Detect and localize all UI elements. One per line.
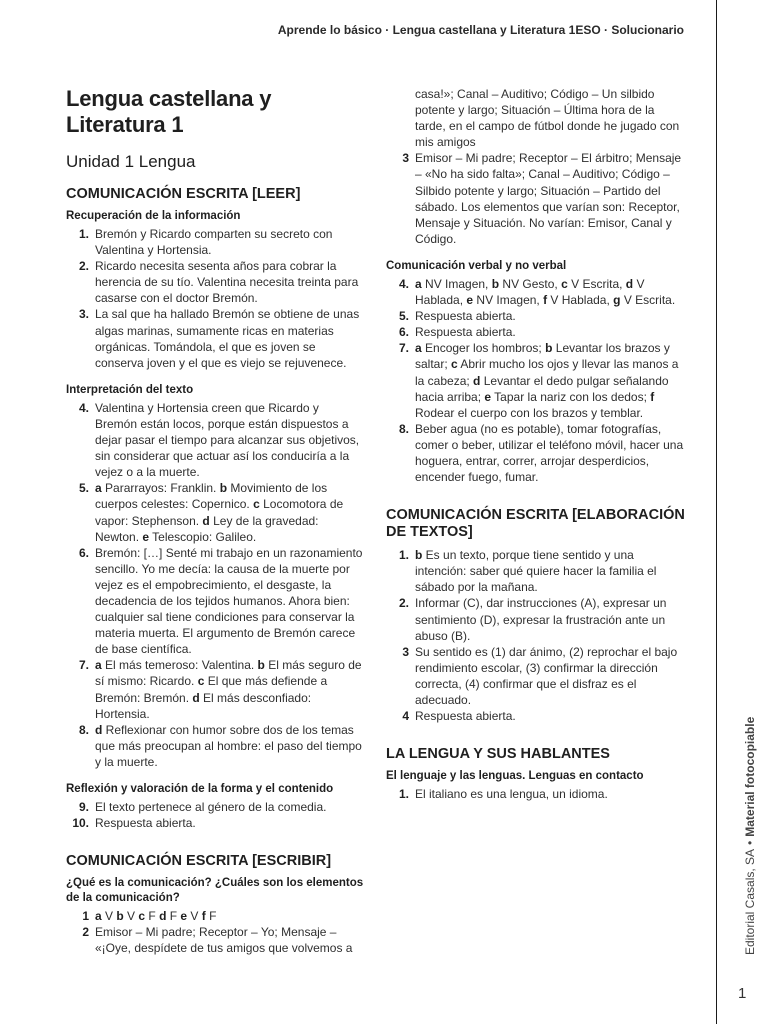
answer-item — [66, 924, 364, 956]
item-text: Su sentido es (1) dar ánimo, (2) reprochar el bajo rendimiento escolar, (3) confirmar la dirección correcta, (4) confirmar que el disfraz es el adecuado. — [415, 644, 678, 707]
option-text: Reflexionar con humor sobre dos de los temas que más preocupan al hombre: el paso del tiempo y la muerte. — [95, 722, 362, 769]
section-heading-escribir: COMUNICACIÓN ESCRITA [ESCRIBIR] — [66, 853, 332, 870]
item-text: Bremón y Ricardo comparten su secreto con Valentina y Hortensia. — [95, 227, 333, 258]
section-heading-hablantes: LA LENGUA Y SUS HABLANTES — [386, 746, 610, 763]
answer-item — [386, 276, 686, 308]
item-text: El texto pertenece al género de la comedia. — [95, 800, 327, 814]
option-letter: f — [650, 389, 655, 404]
option-letter: a — [95, 481, 102, 496]
item-number: 8. — [78, 722, 89, 737]
left-column — [66, 84, 364, 956]
section-heading-elaboracion: COMUNICACIÓN ESCRITA [ELABORACIÓN DE TEXTOS] — [386, 507, 685, 541]
option-letter: e — [142, 529, 150, 544]
option-letter: a — [95, 658, 102, 673]
option-letter: a — [95, 909, 102, 924]
option-letter: d — [192, 690, 200, 705]
caption-bullet: • — [743, 840, 757, 845]
option-letter: e — [484, 389, 492, 404]
item-number: 8. — [398, 421, 409, 436]
option-letter: f — [201, 909, 206, 924]
item-number: 3 — [402, 644, 409, 659]
answer-item — [66, 815, 364, 831]
answer-item — [66, 908, 364, 924]
answer-item — [386, 324, 686, 340]
item-text: Respuesta abierta. — [415, 325, 516, 340]
option-text: El que más defiende a Bremón: Bremón. — [95, 674, 328, 705]
item-number: 7. — [78, 658, 89, 673]
item-number: 2. — [398, 596, 409, 611]
item-number: 5. — [78, 481, 89, 496]
option-text: F — [166, 909, 181, 924]
item-text: Emisor – Mi padre; Receptor – Yo; Mensaje – «¡Oye, despídete de tus amigos que volvemos a — [95, 925, 353, 956]
option-letter: b — [116, 909, 124, 924]
item-text: Respuesta abierta. — [415, 709, 516, 724]
item-text: Valentina y Hortensia creen que Ricardo y Bremón están locos, porque están dispuestos a dejar pasar el tiempo para alcanzar sus objetivos, sin considerar que actuar así los conduciría a la vejez o a la muerte. — [95, 400, 360, 480]
answer-item — [66, 480, 364, 544]
item-text — [415, 276, 686, 308]
option-letter: e — [180, 909, 188, 924]
item-text: Respuesta abierta. — [415, 309, 516, 324]
option-text: Locomotora de vapor: Stephenson. — [95, 497, 344, 528]
item-text — [415, 340, 686, 420]
answer-item — [386, 340, 686, 420]
item-number: 1. — [398, 787, 409, 802]
option-letter: d — [202, 513, 210, 528]
option-letter: c — [197, 674, 205, 689]
continued-text: casa!»; Canal – Auditivo; Código – Un silbido potente y largo; Situación – Última hora de la tarde, en el campo de fútbol donde he jugado con mis amigos — [415, 87, 680, 150]
option-text: Encoger los hombros; — [421, 341, 546, 356]
item-text: Beber agua (no es potable), tomar fotografías, comer o beber, utilizar el teléfono móvil, hacer una hoguera, entrar, correr, arrojar desperdicios, encender fuego, fumar. — [415, 421, 684, 485]
unit-title: Unidad 1 Lengua — [66, 152, 196, 171]
option-text: NV Imagen, — [473, 293, 544, 308]
material-label: Material fotocopiable — [743, 716, 757, 837]
option-letter: a — [415, 276, 422, 291]
item-text — [95, 657, 364, 721]
answer-item — [386, 547, 686, 595]
item-text — [95, 480, 364, 544]
subheading-reflexion: Reflexión y valoración de la forma y el contenido — [66, 783, 334, 795]
option-letter: a — [415, 341, 422, 356]
option-text: Telescopio: Galileo. — [149, 529, 257, 544]
option-text: El más desconfiado: Hortensia. — [95, 690, 312, 721]
item-number: 1 — [82, 909, 89, 924]
option-letter: b — [545, 341, 553, 356]
running-header: Aprende lo básico · Lengua castellana y Literatura 1ESO · Solucionario — [277, 23, 684, 37]
option-text: Tapar la nariz con los dedos; — [491, 389, 651, 404]
option-text: Ley de la gravedad: Newton. — [95, 513, 319, 544]
option-text: Levantar los brazos y saltar; — [415, 341, 670, 372]
item-number: 5. — [398, 309, 409, 324]
answer-item — [66, 258, 364, 306]
answer-item — [386, 421, 686, 485]
answer-item — [386, 786, 686, 802]
item-number: 6. — [78, 545, 89, 560]
item-number: 6. — [398, 325, 409, 340]
option-letter: g — [613, 293, 621, 308]
option-text: NV Gesto, — [499, 276, 562, 291]
option-text: El más temeroso: Valentina. — [101, 658, 258, 673]
option-text: Pararrayos: Franklin. — [101, 481, 220, 496]
item-number: 1. — [398, 548, 409, 563]
option-letter: b — [491, 276, 500, 291]
item-number: 3. — [78, 307, 89, 322]
option-letter: b — [257, 658, 265, 673]
option-text: NV Imagen, — [421, 276, 492, 291]
item-text — [95, 722, 364, 770]
subheading-lenguaje: El lenguaje y las lenguas. Lenguas en contacto — [386, 770, 644, 783]
item-text: Respuesta abierta. — [95, 816, 196, 831]
answer-item — [66, 722, 364, 770]
option-letter: c — [253, 497, 260, 512]
item-number: 1. — [78, 227, 89, 241]
answer-item — [66, 799, 364, 815]
option-text: V — [187, 909, 202, 924]
option-text: V Escrita. — [620, 293, 676, 308]
option-letter: b — [219, 481, 228, 496]
item-text: Informar (C), dar instrucciones (A), expresar un sentimiento (D), expresar la frustración ante un abuso (B). — [415, 596, 667, 643]
item-text: Bremón: […] Senté mi trabajo en un razonamiento sencillo. Yo me decía: la causa de la muerte por vejez es el empobrecimiento, el desgaste, la decadencia de los tejidos humanos. Ahora bien: cualquier sal tiene condiciones para conservar la materia muerta. El argumento de Bremón carece de base científica. — [95, 545, 363, 657]
answer-item — [386, 708, 686, 724]
option-letter: c — [561, 276, 568, 291]
item-text: El italiano es una lengua, un idioma. — [415, 787, 608, 802]
option-text: F — [145, 909, 160, 924]
subheading-interpretacion: Interpretación del texto — [66, 383, 194, 396]
option-text: Rodear el cuerpo con los brazos y temblar. — [415, 405, 644, 420]
subheading-comunicacion: ¿Qué es la comunicación? ¿Cuáles son los elementos de la comunicación? — [66, 877, 364, 905]
option-text: V — [101, 909, 117, 924]
option-letter: d — [473, 373, 481, 388]
item-number: 4. — [78, 400, 89, 415]
option-letter: e — [466, 293, 474, 308]
side-caption — [743, 717, 757, 955]
item-text — [415, 547, 686, 595]
answer-item — [386, 150, 686, 247]
section-heading-leer: COMUNICACIÓN ESCRITA [LEER] — [66, 186, 301, 202]
item-number: 4 — [402, 709, 409, 724]
margin-rule — [716, 0, 717, 1024]
option-text: Abrir mucho los ojos y llevar las manos a la cabeza; — [415, 357, 679, 388]
option-letter: b — [415, 548, 423, 563]
option-text: V Hablada, — [547, 293, 614, 308]
item-text: La sal que ha hallado Bremón se obtiene de unas algas marinas, sumamente ricas en materias orgánicas. Tomándola, el que es joven se conserva joven y el que es viejo se rejuvenece. — [95, 307, 360, 370]
option-letter: d — [625, 276, 634, 291]
answer-item — [66, 306, 364, 370]
answer-item — [66, 545, 364, 658]
answer-item — [386, 308, 686, 324]
option-text: V Hablada, — [415, 276, 645, 308]
item-number: 7. — [398, 341, 409, 356]
subheading-verbal: Comunicación verbal y no verbal — [386, 259, 567, 272]
item-number: 2 — [82, 925, 89, 940]
answer-item — [386, 595, 686, 643]
option-letter: f — [543, 293, 548, 308]
right-column — [386, 86, 686, 802]
subheading-recuperacion: Recuperación de la información — [66, 210, 241, 222]
option-letter: d — [159, 909, 167, 924]
option-letter: c — [451, 357, 458, 372]
option-letter: c — [138, 909, 146, 924]
option-text: Levantar el dedo pulgar señalando hacia arriba; — [415, 373, 669, 404]
item-text: Ricardo necesita sesenta años para cobrar la herencia de su tío. Valentina necesita treinta para casarse con el doctor Bremón. — [95, 259, 359, 306]
option-text: El más seguro de sí mismo: Ricardo. — [95, 658, 362, 689]
item-text — [95, 908, 364, 924]
item-number: 2. — [78, 259, 89, 274]
page-number: 1 — [738, 985, 747, 1002]
item-number: 3 — [402, 151, 409, 166]
document-title: Lengua castellana y Literatura 1 — [66, 86, 272, 137]
option-text: F — [205, 909, 217, 924]
publisher-label: Editorial Casals, SA — [743, 848, 757, 955]
item-number: 10. — [72, 816, 89, 831]
item-number: 4. — [398, 276, 409, 291]
answer-item — [386, 644, 686, 708]
option-text: V Escrita, — [567, 276, 626, 291]
answer-item — [66, 657, 364, 721]
item-text: Emisor – Mi padre; Receptor – El árbitro; Mensaje – «No ha sido falta»; Canal – Auditivo; Código – Silbido potente y largo; Situación – Partido del sábado. Los elementos que varían son: Receptor, Mensaje y Situación. No varían: Emisor, Canal y Código. — [415, 151, 682, 246]
answer-item — [66, 400, 364, 480]
option-text: V — [123, 909, 139, 924]
answer-item — [66, 226, 364, 258]
option-letter: d — [95, 722, 103, 737]
item-number: 9. — [78, 800, 89, 814]
option-text: Es un texto, porque tiene sentido y una intención: saber qué quiere hacer la familia el sábado por la mañana. — [415, 548, 657, 595]
option-text: Movimiento de los cuerpos celestes: Copernico. — [95, 481, 328, 512]
